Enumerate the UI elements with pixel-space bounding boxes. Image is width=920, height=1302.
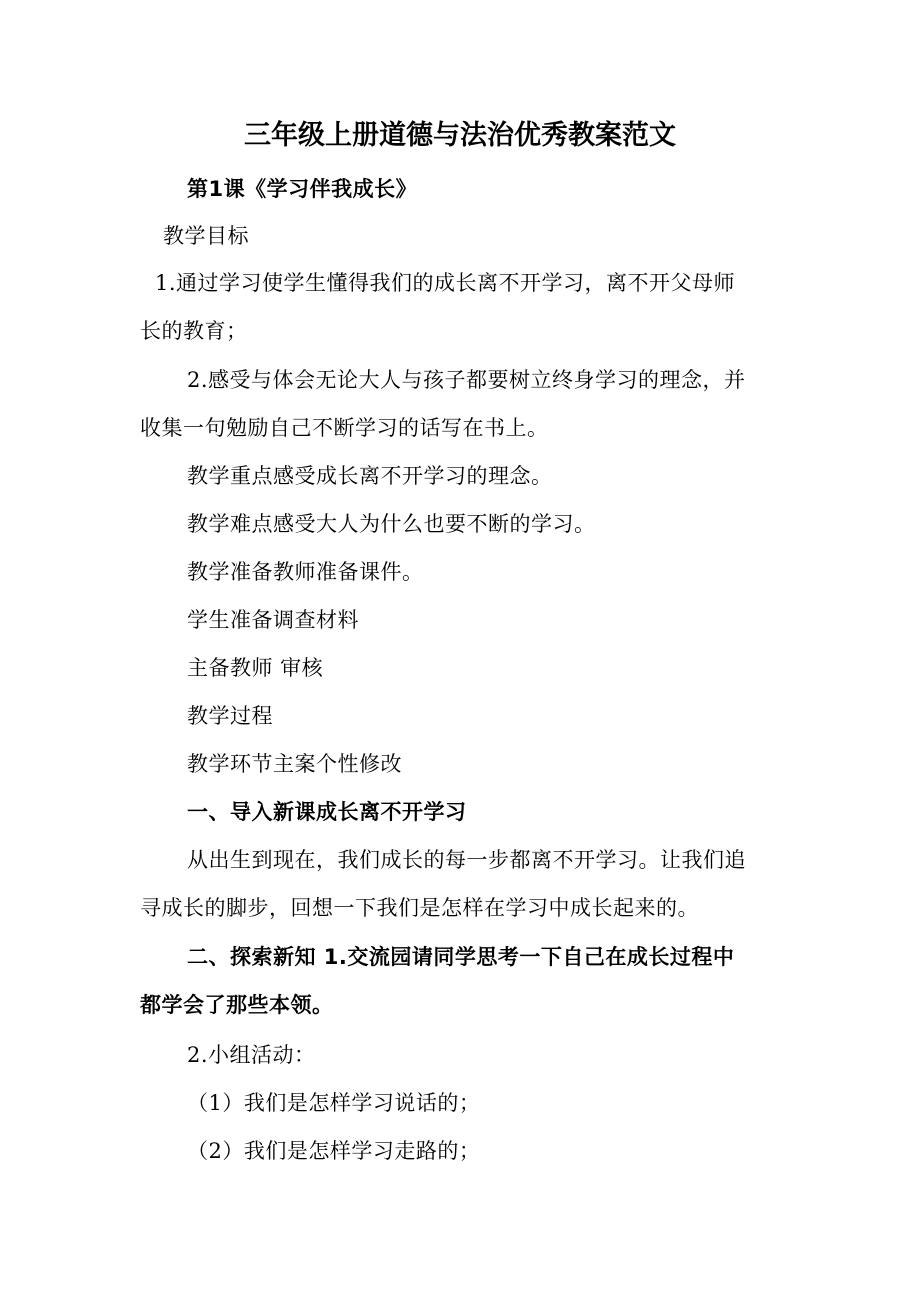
paragraph-line: 主备教师 审核 — [187, 656, 324, 680]
paragraph-line: 教学难点感受大人为什么也要不断的学习。 — [187, 512, 596, 536]
paragraph-line: 教学准备教师准备课件。 — [187, 560, 424, 584]
paragraph-line: 从出生到现在，我们成长的每一步都离不开学习。让我们追 — [187, 848, 746, 872]
paragraph-line: 1.通过学习使学生懂得我们的成长离不开学习，离不开父母师 — [155, 271, 736, 295]
paragraph-line: 教学重点感受成长离不开学习的理念。 — [187, 464, 553, 488]
lesson-title: 第1课《学习伴我成长》 — [187, 177, 418, 201]
paragraph-line: 2.小组活动： — [187, 1043, 316, 1067]
section-heading-objectives: 教学目标 — [163, 224, 249, 248]
paragraph-line: 收集一句勉励自己不断学习的话写在书上。 — [140, 416, 549, 440]
section-heading-explore: 二、探索新知 1.交流园请同学思考一下自己在成长过程中 — [187, 945, 735, 969]
section-heading-intro: 一、导入新课成长离不开学习 — [187, 800, 467, 824]
list-item: （2）我们是怎样学习走路的； — [187, 1139, 481, 1163]
paragraph-line: 长的教育； — [140, 319, 248, 343]
list-item: （1）我们是怎样学习说话的； — [187, 1091, 481, 1115]
paragraph-line: 寻成长的脚步，回想一下我们是怎样在学习中成长起来的。 — [140, 896, 699, 920]
paragraph-line: 学生准备调查材料 — [187, 608, 359, 632]
paragraph-line: 2.感受与体会无论大人与孩子都要树立终身学习的理念，并 — [187, 368, 746, 392]
paragraph-line: 教学环节主案个性修改 — [187, 752, 402, 776]
section-heading-explore-cont: 都学会了那些本领。 — [140, 993, 334, 1017]
paragraph-line: 教学过程 — [187, 704, 273, 728]
document-title: 三年级上册道德与法治优秀教案范文 — [244, 120, 676, 151]
